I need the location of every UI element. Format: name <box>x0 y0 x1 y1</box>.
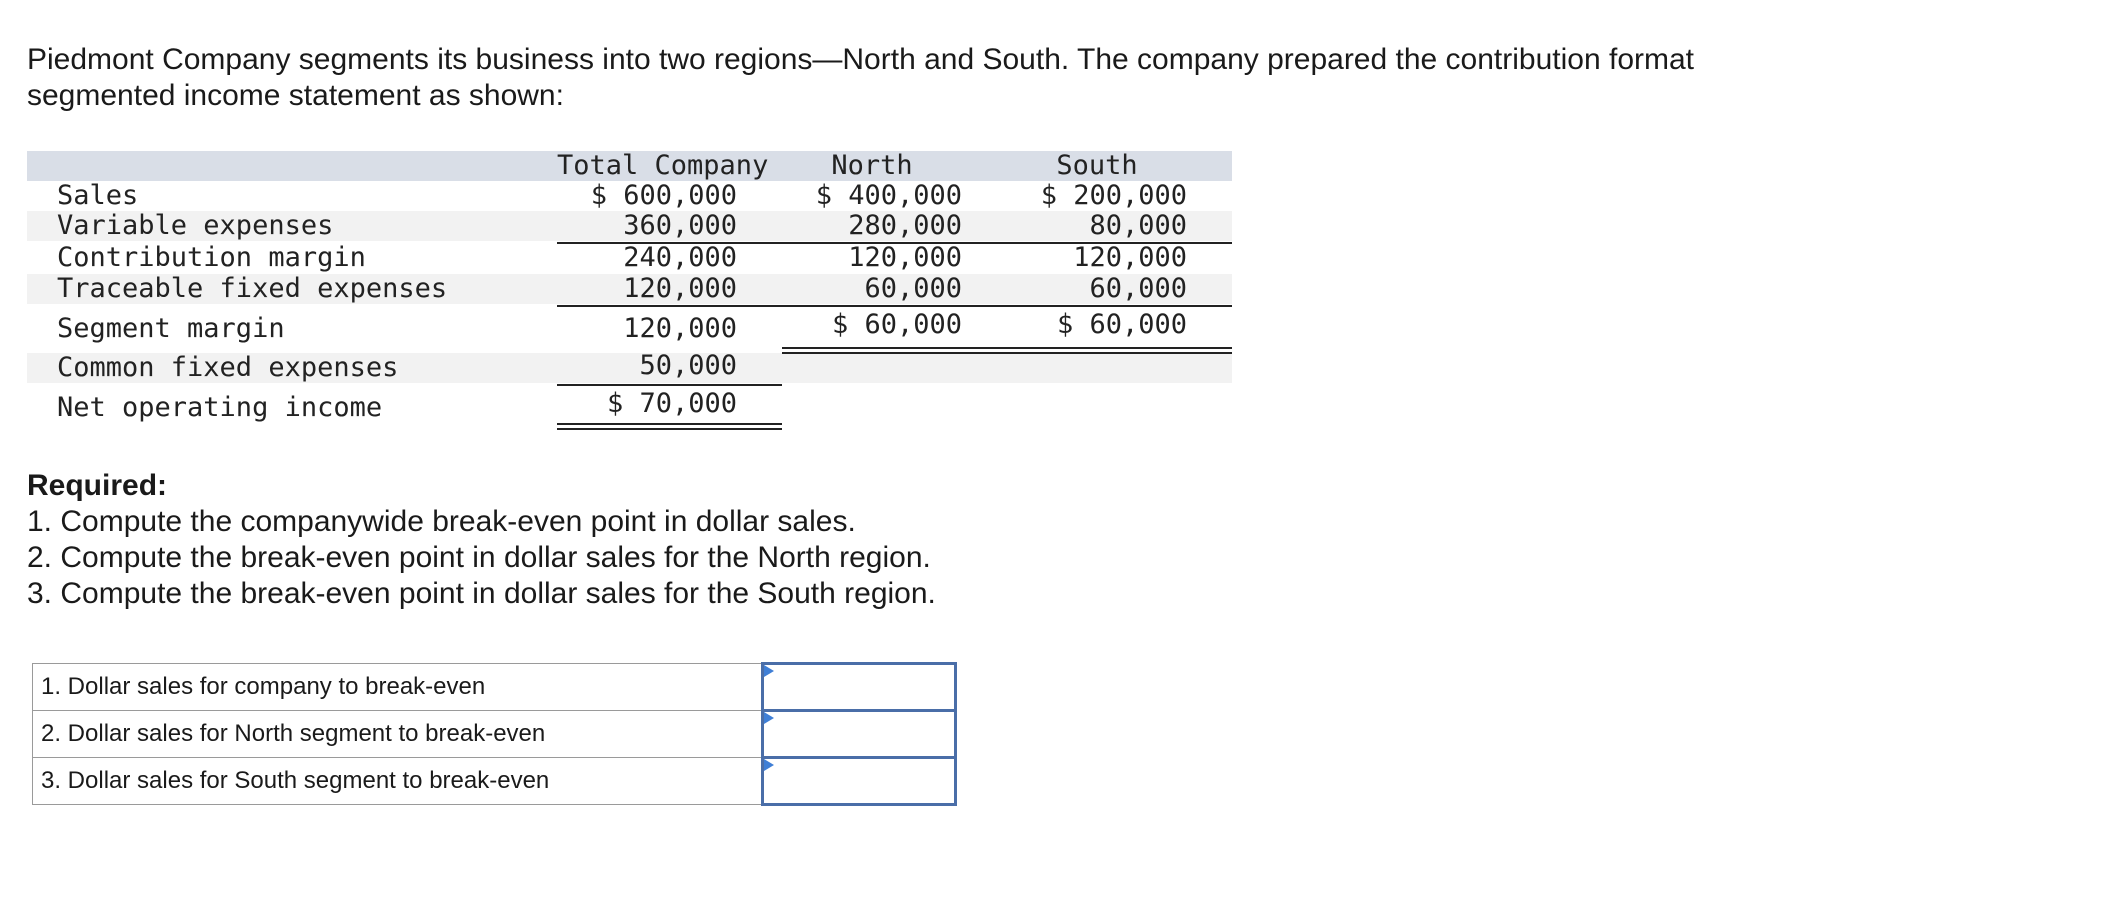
double-underline-segments <box>782 347 1232 354</box>
row-label-contribution-margin: Contribution margin <box>57 242 366 273</box>
underline-south <box>1007 305 1232 307</box>
row-label-net-operating-income: Net operating income <box>57 392 383 423</box>
answer-row <box>33 758 956 805</box>
sales-total: $ 600,000 <box>590 180 737 211</box>
segment-margin-north: $ 60,000 <box>831 309 962 340</box>
segment-margin-total: 120,000 <box>623 313 737 344</box>
variable-expenses-south: 80,000 <box>1089 210 1187 241</box>
answer-cell-company[interactable] <box>763 664 956 711</box>
required-section <box>27 468 936 612</box>
required-heading: Required: <box>27 469 168 502</box>
variable-expenses-north: 280,000 <box>848 210 962 241</box>
row-label-segment-margin: Segment margin <box>57 313 285 344</box>
traceable-fixed-north: 60,000 <box>864 273 962 304</box>
required-item-2: 2. Compute the break-even point in dollar sales for the North region. <box>27 541 931 574</box>
north-break-even-input[interactable] <box>764 712 954 756</box>
underline-total <box>557 384 782 386</box>
traceable-fixed-total: 120,000 <box>623 273 737 304</box>
variable-expenses-total: 360,000 <box>623 210 737 241</box>
answer-table <box>32 662 957 806</box>
net-operating-income-total: $ 70,000 <box>606 388 737 419</box>
company-break-even-input[interactable] <box>764 665 954 709</box>
header-south: South <box>1056 150 1138 181</box>
answer-row <box>33 711 956 758</box>
south-break-even-input[interactable] <box>764 759 954 803</box>
header-north: North <box>831 150 913 181</box>
answer-row <box>33 664 956 711</box>
double-underline-total <box>557 423 782 430</box>
answer-label-south: 3. Dollar sales for South segment to break-even <box>33 758 763 805</box>
required-item-1: 1. Compute the companywide break-even point in dollar sales. <box>27 505 856 538</box>
header-total-company: Total Company <box>557 150 769 181</box>
row-label-common-fixed: Common fixed expenses <box>57 352 399 383</box>
sales-north: $ 400,000 <box>815 180 962 211</box>
segmented-income-statement <box>27 151 1232 431</box>
problem-intro: Piedmont Company segments its business into two regions—North and South. The company prepared the contribution format segmented income statement as shown: <box>27 43 1695 112</box>
contribution-margin-total: 240,000 <box>623 242 737 273</box>
answer-cell-south[interactable] <box>763 758 956 805</box>
underline-north <box>782 305 1007 307</box>
answer-label-north: 2. Dollar sales for North segment to break-even <box>33 711 763 758</box>
traceable-fixed-south: 60,000 <box>1089 273 1187 304</box>
required-item-3: 3. Compute the break-even point in dollar sales for the South region. <box>27 577 936 610</box>
answer-cell-north[interactable] <box>763 711 956 758</box>
common-fixed-total: 50,000 <box>639 350 737 381</box>
contribution-margin-south: 120,000 <box>1073 242 1187 273</box>
sales-south: $ 200,000 <box>1040 180 1187 211</box>
row-label-variable-expenses: Variable expenses <box>57 210 334 241</box>
row-label-sales: Sales <box>57 180 139 211</box>
underline-total <box>557 305 782 307</box>
row-label-traceable-fixed: Traceable fixed expenses <box>57 273 448 304</box>
answer-label-company: 1. Dollar sales for company to break-even <box>33 664 763 711</box>
segment-margin-south: $ 60,000 <box>1056 309 1187 340</box>
contribution-margin-north: 120,000 <box>848 242 962 273</box>
